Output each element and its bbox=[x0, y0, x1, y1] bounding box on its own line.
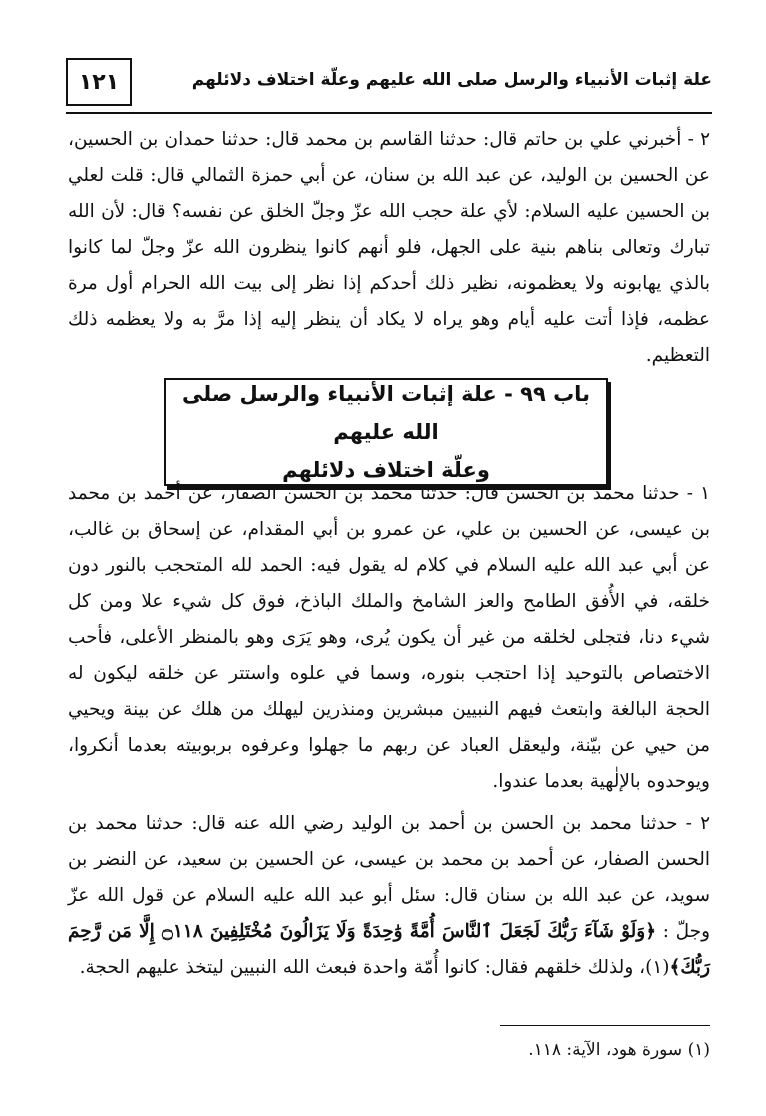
page-number: ١٢١ bbox=[66, 58, 132, 106]
hadith-3-text: ٢ - حدثنا محمد بن الحسن بن أحمد بن الوليد رضي الله عنه قال: حدثنا محمد بن الحسن الصفار، عن أحمد بن محمد بن عيسى، عن الحسين بن سعيد، عن النضر بن سويد، عن عبد الله بن سنان قال: سئل أبو عبد الله عليه السلام عن قول الله عزّ وجلّ : bbox=[68, 813, 711, 942]
page-header bbox=[66, 58, 712, 114]
quran-verse: ﴿وَلَوْ شَآءَ رَبُّكَ لَجَعَلَ ٱلنَّاسَ أُمَّةً وَٰحِدَةً وَلَا يَزَالُونَ مُخْتَلِفِينَ ۝١١٨ إِلَّا مَن رَّحِمَ رَبُّكَ﴾ bbox=[68, 921, 710, 978]
hadith-3-continuation: (١)، ولذلك خلقهم فقال: كانوا أُمّة واحدة فبعث الله النبيين ليتخذ عليهم الحجة. bbox=[79, 957, 670, 978]
chapter-heading-line-1: باب ٩٩ - علة إثبات الأنبياء والرسل صلى الله عليهم bbox=[182, 382, 590, 444]
hadith-paragraph-1: ٢ - أخبرني علي بن حاتم قال: حدثنا القاسم بن محمد قال: حدثنا حمدان بن الحسين، عن الحسين بن الوليد، عن عبد الله بن سنان، عن أبي حمزة الثمالي قال: قلت لعلي بن الحسين عليه السلام: لأي علة حجب الله عزّ وجلّ الخلق عن نفسه؟ قال: لأن الله تبارك وتعالى بناهم بنية على الجهل، فلو أنهم كانوا ينظرون الله عزّ وجلّ لما كانوا بالذي يهابونه ولا يعظمونه، نظير ذلك أحدكم إذا نظر إلى بيت الله الحرام أول مرة عظمه، فإذا أتت عليه أيام وهو يراه لا يكاد أن ينظر إليه إذا مرَّ به ولا يعظمه ذلك التعظيم. bbox=[68, 129, 710, 366]
running-title: علة إثبات الأنبياء والرسل صلى الله عليهم وعلّة اختلاف دلائلهم bbox=[191, 70, 712, 90]
hadith-paragraph-3 bbox=[68, 806, 710, 986]
footnote: (١) سورة هود، الآية: ١١٨. bbox=[528, 1040, 710, 1060]
chapter-heading-box bbox=[164, 378, 608, 486]
footnote-divider bbox=[500, 1025, 710, 1026]
chapter-heading-line-2: وعلّة اختلاف دلائلهم bbox=[282, 458, 490, 482]
hadith-paragraph-2: ١ - حدثنا محمد بن الحسن قال: حدثنا محمد بن الحسن الصفار، عن أحمد بن محمد بن عيسى، عن الحسين بن علي، عن عمرو بن أبي المقدام، عن إسحاق بن غالب، عن أبي عبد الله عليه السلام في كلام له يقول فيه: الحمد لله المتحجب بالنور دون خلقه، في الأُفق الطامح والعز الشامخ والملك الباذخ، فوق كل شيء علا ومن كل شيء دنا، فتجلى لخلقه من غير أن يكون يُرى، وهو يَرَى وهو بالمنظر الأعلى، فأحب الاختصاص بالتوحيد إذا احتجب بنوره، وسما في علوه واستتر عن خلقه ليكون له الحجة البالغة وابتعث فيهم النبيين مبشرين ومنذرين ليهلك من هلك عن بينة ويحيي من حيي عن بيّنة، وليعقل العباد عن ربهم ما جهلوا وعرفوه بربوبيته بعدما أنكروا، ويوحدوه بالإلٰهية بعدما عندوا. bbox=[68, 483, 710, 792]
